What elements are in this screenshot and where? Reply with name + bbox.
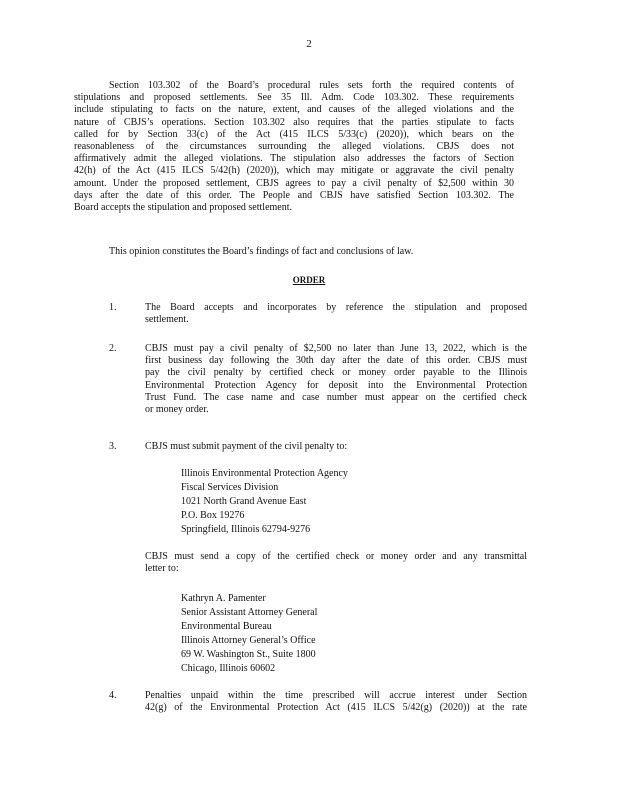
address-line: Illinois Attorney General’s Office: [181, 635, 316, 646]
text-line: pay the civil penalty by certified check or money order payable to the Illinois: [145, 367, 527, 379]
text-line: reasonableness of the circumstances surrounding the alleged violations. CBJS does not: [74, 141, 514, 153]
text-line: 42(g) of the Environmental Protection Act (415 ILCS 5/42(g) (2020)) at the rate: [145, 702, 527, 714]
order-item-1: [145, 302, 527, 326]
text-line: CBJS must submit payment of the civil penalty to:: [145, 441, 348, 452]
address-line: 69 W. Washington St., Suite 1800: [181, 649, 316, 660]
order-item-3: [145, 441, 527, 453]
address-line: Environmental Bureau: [181, 621, 272, 632]
item-number: 4.: [109, 690, 117, 701]
paragraph-findings: [109, 246, 514, 258]
text-line: Penalties unpaid within the time prescribed will accrue interest under Section: [145, 690, 527, 701]
text-line: The Board accepts and incorporates by reference the stipulation and proposed: [145, 302, 527, 313]
text-line: include stipulating to facts on the nature, extent, and causes of the alleged violations and the: [74, 104, 514, 116]
text-line: This opinion constitutes the Board’s findings of fact and conclusions of law.: [109, 246, 414, 257]
text-line: Trust Fund. The case name and case number must appear on the certified check: [145, 391, 527, 403]
address-iepa: [181, 467, 348, 537]
text-line: nature of CBJS’s operations. Section 103.302 also requires that the parties stipulate to facts: [74, 116, 514, 128]
text-line: CBJS must pay a civil penalty of $2,500 no later than June 13, 2022, which is the: [145, 343, 527, 354]
item-number: 1.: [109, 302, 117, 313]
text-line: called for by Section 33(c) of the Act (415 ILCS 5/33(c) (2020)), which bears on the: [74, 128, 514, 140]
address-line: P.O. Box 19276: [181, 510, 245, 521]
order-item-3-copy-instruction: [145, 551, 527, 575]
address-attorney-general: [181, 592, 317, 676]
text-line: first business day following the 30th day after the date of this order. CBJS must: [145, 355, 527, 367]
address-line: Springfield, Illinois 62794-9276: [181, 524, 311, 535]
text-line: settlement.: [145, 314, 189, 326]
address-line: Illinois Environmental Protection Agency: [181, 468, 348, 479]
address-line: Chicago, Illinois 60602: [181, 663, 276, 674]
address-line: Fiscal Services Division: [181, 482, 279, 493]
text-line: stipulations and proposed settlements. See 35 Ill. Adm. Code 103.302. These requirements: [74, 92, 514, 104]
page-number: 2: [306, 38, 312, 50]
text-line: affirmatively admit the alleged violations. The stipulation also addresses the factors of Section: [74, 153, 514, 165]
address-line: 1021 North Grand Avenue East: [181, 496, 307, 507]
order-item-4: [145, 690, 527, 714]
text-line: days after the date of this order. The People and CBJS have satisfied Section 103.302. The: [74, 189, 514, 201]
order-heading: ORDER: [292, 275, 326, 285]
item-number: 2.: [109, 343, 117, 354]
address-line: Kathryn A. Pamenter: [181, 593, 266, 604]
order-item-2: [145, 343, 527, 416]
paragraph-stipulation: [74, 80, 514, 214]
item-number: 3.: [109, 441, 117, 452]
text-line: letter to:: [145, 563, 179, 575]
text-line: 42(h) of the Act (415 ILCS 5/42(h) (2020)), which may mitigate or aggravate the civil penalty: [74, 165, 514, 177]
text-line: Section 103.302 of the Board’s procedural rules sets forth the required contents of: [109, 80, 514, 91]
address-line: Senior Assistant Attorney General: [181, 607, 318, 618]
text-line: amount. Under the proposed settlement, CBJS agrees to pay a civil penalty of $2,500 within 30: [74, 177, 514, 189]
text-line: Board accepts the stipulation and proposed settlement.: [74, 202, 292, 214]
text-line: or money order.: [145, 404, 209, 416]
text-line: CBJS must send a copy of the certified check or money order and any transmittal: [145, 551, 527, 562]
text-line: Environmental Protection Agency for deposit into the Environmental Protection: [145, 379, 527, 391]
